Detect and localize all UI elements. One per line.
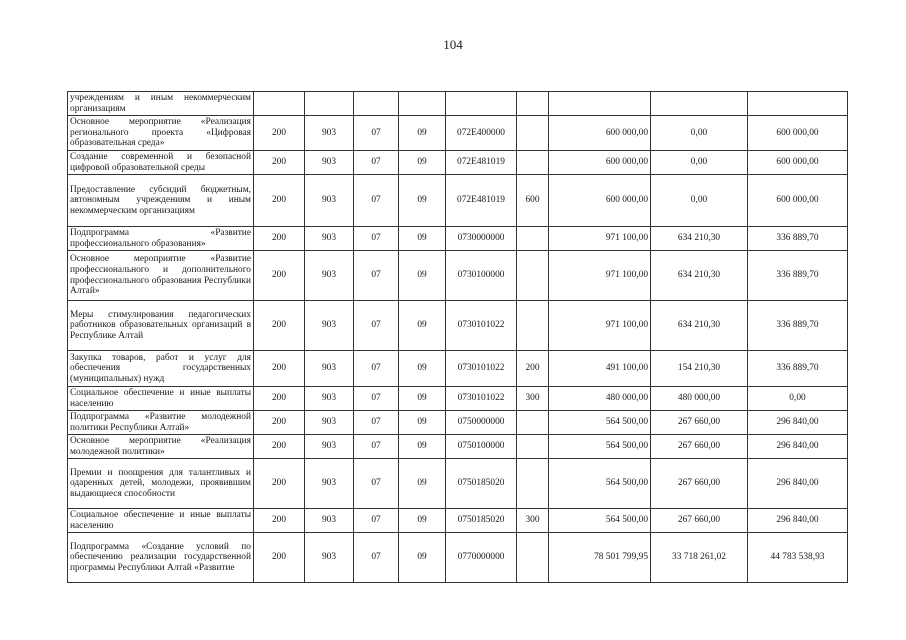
row-sum-2: 267 660,00: [651, 459, 748, 509]
row-code-f: [517, 459, 549, 509]
row-sum-2: 33 718 261,02: [651, 533, 748, 583]
row-name: Предоставление субсидий бюджетным, автономным учреждениям и иным некоммерческим организациям: [68, 175, 254, 227]
row-code-d: 09: [399, 301, 446, 351]
row-code-c: 07: [354, 435, 399, 459]
row-sum-3: 336 889,70: [748, 301, 848, 351]
row-name: Социальное обеспечение и иные выплаты населению: [68, 387, 254, 411]
row-code-a: 200: [254, 151, 305, 175]
row-code-a: 200: [254, 533, 305, 583]
row-sum-3: 600 000,00: [748, 175, 848, 227]
budget-table: [67, 91, 848, 583]
row-code-f: [517, 227, 549, 251]
row-code-b: 903: [305, 435, 354, 459]
row-code-c: 07: [354, 301, 399, 351]
row-code-c: 07: [354, 116, 399, 151]
row-code-f: [517, 151, 549, 175]
row-sum-1: 600 000,00: [549, 116, 651, 151]
row-code-c: 07: [354, 533, 399, 583]
table-row: [68, 459, 848, 509]
table-row: [68, 175, 848, 227]
row-code-e: 072E400000: [446, 116, 517, 151]
row-name: Закупка товаров, работ и услуг для обеспечения государственных (муниципальных) нужд: [68, 351, 254, 387]
row-code-a: 200: [254, 251, 305, 301]
row-sum-1: [549, 92, 651, 116]
row-code-c: 07: [354, 351, 399, 387]
row-code-b: 903: [305, 251, 354, 301]
row-code-d: 09: [399, 116, 446, 151]
row-code-e: 0730000000: [446, 227, 517, 251]
row-sum-2: 267 660,00: [651, 435, 748, 459]
table-row: [68, 387, 848, 411]
row-code-e: 0730101022: [446, 301, 517, 351]
row-sum-2: 634 210,30: [651, 227, 748, 251]
row-code-a: 200: [254, 411, 305, 435]
row-code-d: 09: [399, 435, 446, 459]
row-name: Социальное обеспечение и иные выплаты населению: [68, 509, 254, 533]
row-sum-3: 600 000,00: [748, 116, 848, 151]
row-code-d: 09: [399, 387, 446, 411]
row-sum-1: 971 100,00: [549, 227, 651, 251]
row-code-e: 0750100000: [446, 435, 517, 459]
row-code-c: [354, 92, 399, 116]
row-sum-3: 296 840,00: [748, 435, 848, 459]
row-sum-2: 0,00: [651, 116, 748, 151]
row-name: Создание современной и безопасной цифровой образовательной среды: [68, 151, 254, 175]
row-sum-3: 336 889,70: [748, 227, 848, 251]
row-code-d: 09: [399, 251, 446, 301]
row-sum-2: 634 210,30: [651, 301, 748, 351]
row-name: Премии и поощрения для талантливых и одаренных детей, молодежи, проявившим выдающиеся способности: [68, 459, 254, 509]
row-code-a: 200: [254, 509, 305, 533]
row-code-d: 09: [399, 459, 446, 509]
budget-table-body: [68, 92, 848, 583]
row-code-e: 0750185020: [446, 459, 517, 509]
row-code-d: 09: [399, 351, 446, 387]
row-code-e: 0730101022: [446, 387, 517, 411]
row-code-b: 903: [305, 509, 354, 533]
row-sum-3: 0,00: [748, 387, 848, 411]
row-code-d: 09: [399, 151, 446, 175]
row-code-e: 0730100000: [446, 251, 517, 301]
table-row: [68, 351, 848, 387]
row-sum-1: 480 000,00: [549, 387, 651, 411]
row-code-b: 903: [305, 151, 354, 175]
row-code-c: 07: [354, 509, 399, 533]
row-code-c: 07: [354, 227, 399, 251]
row-sum-3: 296 840,00: [748, 509, 848, 533]
row-sum-2: 267 660,00: [651, 411, 748, 435]
page-number: 104: [443, 37, 463, 52]
row-sum-1: 491 100,00: [549, 351, 651, 387]
row-sum-2: 634 210,30: [651, 251, 748, 301]
row-code-f: [517, 301, 549, 351]
row-sum-1: 971 100,00: [549, 301, 651, 351]
row-name: Подпрограмма «Создание условий по обеспечению реализации государственной программы Республики Алтай «Развитие: [68, 533, 254, 583]
row-sum-1: 564 500,00: [549, 435, 651, 459]
table-row: [68, 92, 848, 116]
row-sum-2: 480 000,00: [651, 387, 748, 411]
row-sum-2: 0,00: [651, 175, 748, 227]
row-code-d: 09: [399, 509, 446, 533]
row-code-a: [254, 92, 305, 116]
row-code-c: 07: [354, 151, 399, 175]
row-code-f: [517, 435, 549, 459]
row-code-c: 07: [354, 459, 399, 509]
row-code-a: 200: [254, 301, 305, 351]
row-code-a: 200: [254, 387, 305, 411]
row-code-a: 200: [254, 227, 305, 251]
table-row: [68, 509, 848, 533]
row-name: учреждениям и иным некоммерческим организациям: [68, 92, 254, 116]
row-sum-1: 600 000,00: [549, 175, 651, 227]
row-code-b: [305, 92, 354, 116]
row-sum-1: 564 500,00: [549, 411, 651, 435]
row-code-b: 903: [305, 459, 354, 509]
row-sum-3: 44 783 538,93: [748, 533, 848, 583]
row-code-b: 903: [305, 116, 354, 151]
row-code-e: 0730101022: [446, 351, 517, 387]
row-code-a: 200: [254, 351, 305, 387]
row-code-b: 903: [305, 387, 354, 411]
row-sum-3: 296 840,00: [748, 411, 848, 435]
row-code-f: 300: [517, 509, 549, 533]
row-sum-3: 336 889,70: [748, 251, 848, 301]
row-sum-1: 600 000,00: [549, 151, 651, 175]
row-sum-3: [748, 92, 848, 116]
table-row: [68, 533, 848, 583]
row-code-f: [517, 116, 549, 151]
row-sum-1: 564 500,00: [549, 459, 651, 509]
row-name: Меры стимулирования педагогических работников образовательных организаций в Республике Алтай: [68, 301, 254, 351]
row-code-e: [446, 92, 517, 116]
row-code-b: 903: [305, 227, 354, 251]
row-code-d: 09: [399, 175, 446, 227]
row-sum-2: 267 660,00: [651, 509, 748, 533]
row-code-a: 200: [254, 116, 305, 151]
row-sum-2: [651, 92, 748, 116]
row-code-f: 600: [517, 175, 549, 227]
row-name: Основное мероприятие «Развитие профессионального и дополнительного профессионального образования Республики Алтай»: [68, 251, 254, 301]
row-code-f: 300: [517, 387, 549, 411]
row-sum-3: 336 889,70: [748, 351, 848, 387]
row-code-e: 0770000000: [446, 533, 517, 583]
row-code-c: 07: [354, 175, 399, 227]
row-code-e: 072E481019: [446, 175, 517, 227]
row-code-d: 09: [399, 411, 446, 435]
row-code-a: 200: [254, 435, 305, 459]
row-code-c: 07: [354, 251, 399, 301]
row-code-e: 0750000000: [446, 411, 517, 435]
row-code-c: 07: [354, 387, 399, 411]
row-code-c: 07: [354, 411, 399, 435]
row-code-b: 903: [305, 175, 354, 227]
row-code-a: 200: [254, 459, 305, 509]
row-code-f: [517, 92, 549, 116]
row-sum-1: 78 501 799,95: [549, 533, 651, 583]
row-code-b: 903: [305, 351, 354, 387]
table-row: [68, 411, 848, 435]
row-sum-1: 564 500,00: [549, 509, 651, 533]
row-code-b: 903: [305, 411, 354, 435]
row-name: Основное мероприятие «Реализация регионального проекта «Цифровая образовательная среда»: [68, 116, 254, 151]
row-sum-2: 154 210,30: [651, 351, 748, 387]
table-row: [68, 435, 848, 459]
row-code-d: 09: [399, 533, 446, 583]
row-code-e: 0750185020: [446, 509, 517, 533]
row-sum-2: 0,00: [651, 151, 748, 175]
row-code-e: 072E481019: [446, 151, 517, 175]
table-row: [68, 151, 848, 175]
table-row: [68, 251, 848, 301]
row-code-b: 903: [305, 533, 354, 583]
row-name: Подпрограмма «Развитие профессионального образования»: [68, 227, 254, 251]
table-row: [68, 301, 848, 351]
table-row: [68, 227, 848, 251]
row-code-f: [517, 251, 549, 301]
row-name: Подпрограмма «Развитие молодежной политики Республики Алтай»: [68, 411, 254, 435]
row-code-b: 903: [305, 301, 354, 351]
row-code-f: 200: [517, 351, 549, 387]
row-code-f: [517, 533, 549, 583]
row-code-f: [517, 411, 549, 435]
row-code-d: [399, 92, 446, 116]
row-code-a: 200: [254, 175, 305, 227]
table-row: [68, 116, 848, 151]
row-code-d: 09: [399, 227, 446, 251]
row-name: Основное мероприятие «Реализация молодежной политики»: [68, 435, 254, 459]
row-sum-3: 296 840,00: [748, 459, 848, 509]
row-sum-1: 971 100,00: [549, 251, 651, 301]
row-sum-3: 600 000,00: [748, 151, 848, 175]
